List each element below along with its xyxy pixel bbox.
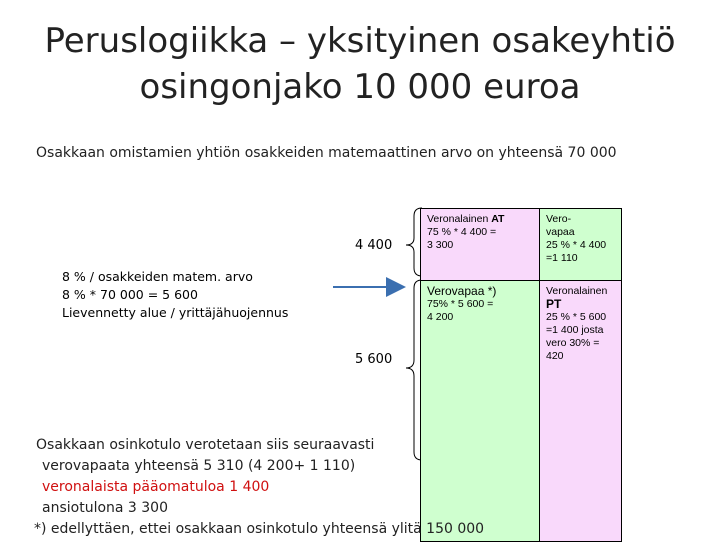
amount-upper: 4 400: [355, 238, 393, 253]
box-taxable-capital-title: Veronalainen: [546, 285, 608, 297]
summary-line-4: ansiotulona 3 300: [42, 500, 168, 516]
box-taxable-earned: [420, 208, 540, 281]
intro-text: Osakkaan omistamien yhtiön osakkeiden matemaattinen arvo on yhteensä 70 000: [36, 145, 617, 161]
title-line-1: Peruslogiikka – yksityinen osakeyhtiö: [44, 21, 676, 61]
box-taxable-capital-title-bold: PT: [546, 297, 562, 311]
box-tax-free-top: [539, 208, 622, 281]
rule-line-3: Lievennetty alue / yrittäjähuojennus: [62, 305, 289, 320]
summary-line-3: veronalaista pääomatuloa 1 400: [42, 479, 270, 495]
box-taxable-capital: [539, 280, 622, 542]
title-line-2: osingonjako 10 000 euroa: [139, 67, 581, 107]
box-tax-free-bottom-body: 75% * 5 600 = 4 200: [427, 298, 494, 323]
summary-line-1: Osakkaan osinkotulo verotetaan siis seuraavasti: [36, 437, 375, 453]
summary-footnote: *) edellyttäen, ettei osakkaan osinkotulo yhteensä ylitä 150 000: [34, 521, 485, 537]
box-taxable-earned-body: 75 % * 4 400 = 3 300: [427, 226, 497, 251]
box-taxable-earned-title-bold: AT: [491, 213, 505, 225]
summary-line-2: verovapaata yhteensä 5 310 (4 200+ 1 110): [42, 458, 356, 474]
rule-line-2: 8 % * 70 000 = 5 600: [62, 287, 198, 302]
amount-lower: 5 600: [355, 352, 393, 367]
box-tax-free-bottom-title: Verovapaa *): [427, 284, 497, 298]
box-taxable-earned-title: Veronalainen: [427, 213, 492, 225]
summary-text: [36, 435, 484, 540]
box-tax-free-top-body: Vero- vapaa 25 % * 4 400 =1 110: [546, 213, 607, 264]
box-taxable-capital-body: 25 % * 5 600 =1 400 josta vero 30% = 420: [546, 311, 607, 362]
rule-line-1: 8 % / osakkeiden matem. arvo: [62, 269, 253, 284]
